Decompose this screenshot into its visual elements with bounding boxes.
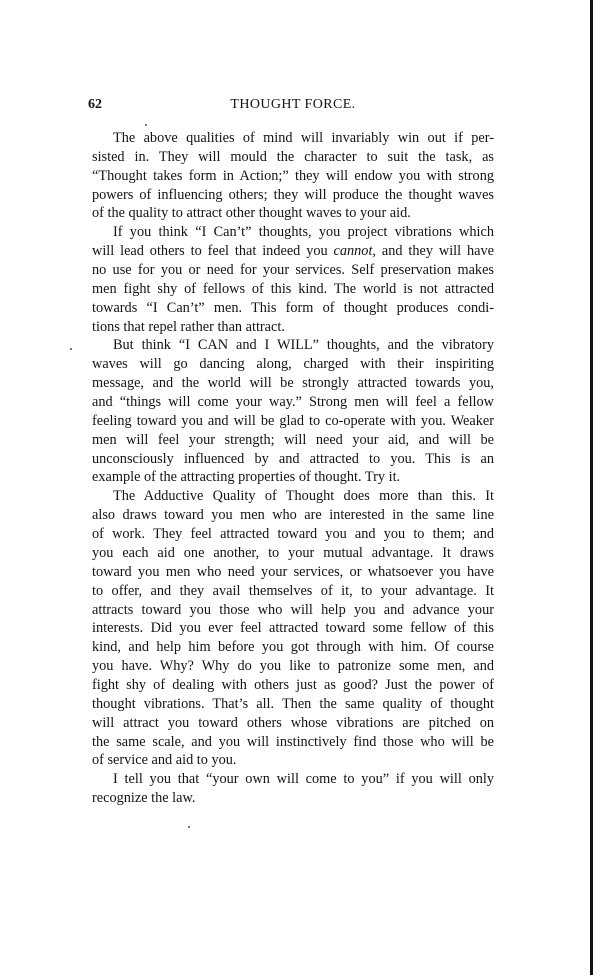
text-line: towards “I Can’t” men. This form of thought produces condi- [92,299,494,316]
text-line: of the quality to attract other thought waves to your aid. [92,205,411,222]
text-line: of work. They feel attracted toward you and you to them; and [92,526,494,543]
text-line: to offer, and they avail themselves of it, to your advantage. It [92,582,494,599]
text-line: unconsciously influenced by and attracted to you. This is an [92,450,494,467]
text-line: example of the attracting properties of thought. Try it. [92,469,401,486]
text-line: and “things will come your way.” Strong men will feel a fellow [92,394,494,411]
text-line: you have. Why? Why do you like to patronize some men, and [92,658,494,675]
text-line: thought vibrations. That’s all. Then the same quality of thought [92,695,494,712]
text-line: sisted in. They will mould the character to suit the task, as [92,148,494,165]
scan-speck [70,348,72,350]
page-binding-edge [590,0,593,975]
text-line: message, and the world will be strongly attracted towards you, [92,375,494,392]
text-line: tions that repel rather than attract. [92,318,285,335]
text-line: fight shy of dealing with others just as good? Just the power of [92,676,494,693]
text-segment: will lead others to feel that indeed you [92,243,334,260]
text-line: I tell you that “your own will come to you” if you will only [113,771,494,788]
text-line: But think “I CAN and I WILL” thoughts, and the vibratory [113,337,494,354]
text-segment: and they will have [376,243,494,260]
text-line: recognize the law. [92,790,196,807]
text-line: men will feel your strength; will need your aid, and will be [92,431,494,448]
text-line: “Thought takes form in Action;” they will endow you with strong [92,167,494,184]
text-line: no use for you or need for your services. Self preservation makes [92,262,494,279]
text-line: feeling toward you and will be glad to co-operate with you. Weaker [92,412,494,429]
text-line: men fight shy of fellows of this kind. The world is not attracted [92,280,494,297]
text-line: the same scale, and you will instinctively find those who will be [92,733,494,750]
scan-speck [145,124,147,126]
scan-speck [188,826,190,828]
text-line: If you think “I Can’t” thoughts, you project vibrations which [113,224,494,241]
text-line: The Adductive Quality of Thought does more than this. It [113,488,494,505]
text-line: interests. Did you ever feel attracted toward some fellow of this [92,620,494,637]
text-line: also draws toward you men who are interested in the same line [92,507,494,524]
text-line: of service and aid to you. [92,752,237,769]
text-line [92,242,494,260]
text-line: The above qualities of mind will invariably win out if per- [113,130,494,146]
text-line: kind, and help him before you got through with him. Of course [92,639,494,656]
text-line: powers of influencing others; they will produce the thought waves [92,186,494,203]
page-number: 62 [88,97,102,112]
text-line: attracts toward you those who will help you and advance your [92,601,494,618]
italic-word: cannot, [333,243,377,260]
running-head: THOUGHT FORCE. [230,97,356,112]
text-line: you each aid one another, to your mutual advantage. It draws [92,544,494,561]
text-line: will attract you toward others whose vibrations are pitched on [92,714,494,731]
text-line: toward you men who need your services, or whatsoever you have [92,563,494,580]
text-line: waves will go dancing along, charged with their inspiriting [92,356,494,373]
